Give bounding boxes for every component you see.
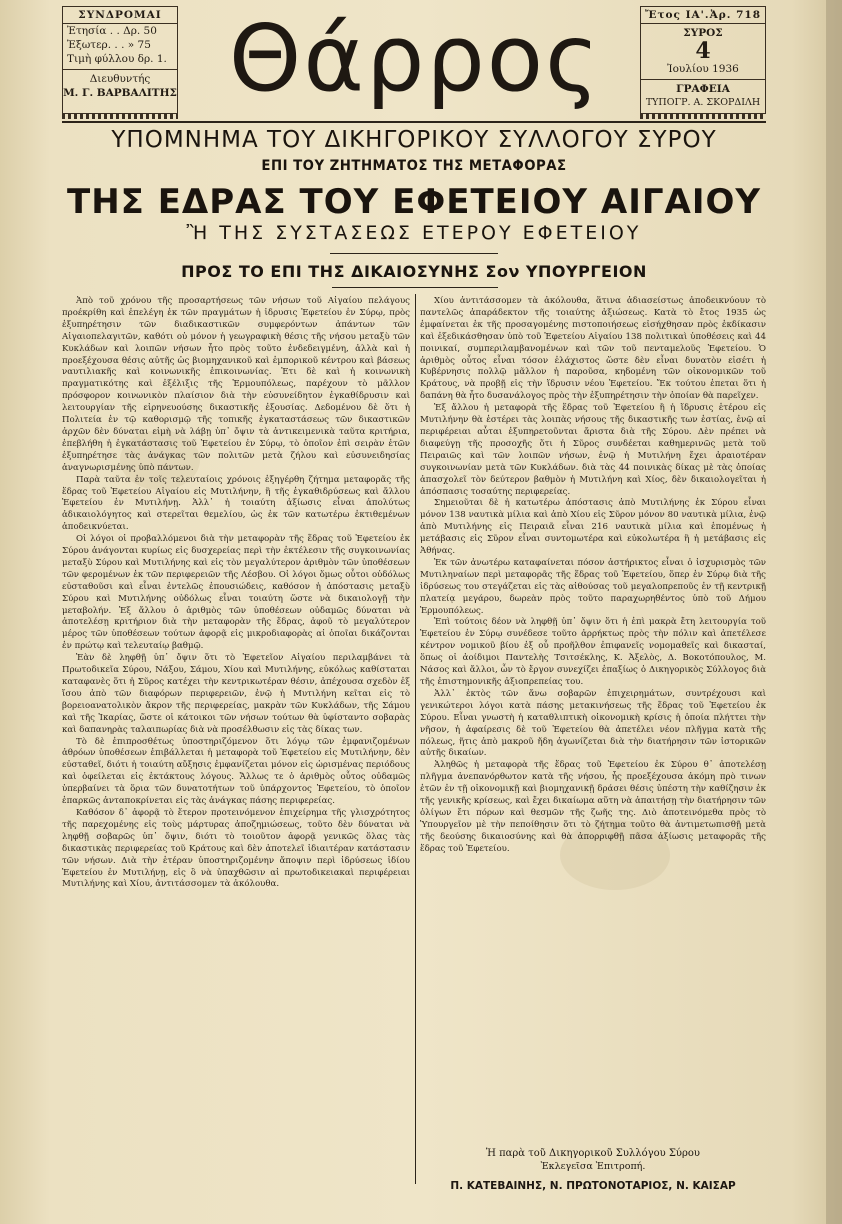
headline-divider: [330, 253, 498, 254]
paragraph: Ἀληθῶς ἡ μεταφορὰ τῆς ἕδρας τοῦ Ἐφετείου ἐκ Σύρου θ᾽ ἀποτελέσῃ πλῆγμα ἀνεπανόρθωτον κατὰ τῆς νήσου, ἧς προεξέχουσα ἀκόμη πρὸ τινων ἐτῶν ἐν τῇ οἰκονομικῇ καὶ βιομηχανικῇ δράσει θέσις ὑπέστη τὴν καθίζησιν ἐκ τῆς γενικῆς κρίσεως, καὶ ἔχει δικαίωμα αὕτη νὰ ἀπαιτήσῃ τὴν διατήρησιν τῶν ὀλίγων ἔτι πόρων καὶ θεσμῶν τῆς ζωῆς της. Διὸ ἀποτεινόμεθα πρὸς τὸ Ὑπουργεῖον μὲ τὴν πεποίθησιν ὅτι τὸ ζήτημα τοῦτο θὰ ἀντιμετωπισθῇ μετὰ τῆς δεούσης δικαιοσύνης καὶ θὰ ἀπορριφθῇ πᾶσα ἀξίωσις μεταφορᾶς τῆς ἕδρας τοῦ Ἐφετείου.: [420, 760, 766, 854]
masthead-rule: [62, 121, 766, 123]
subscription-foreign: Ἐξωτερ. . . » 75: [67, 39, 151, 51]
director-label: Διευθυντής: [63, 69, 177, 86]
ornament-left: [62, 114, 178, 119]
paragraph: Ἐὰν δὲ ληφθῇ ὑπ᾽ ὄψιν ὅτι τὸ Ἐφετεῖον Αἰγαίου περιλαμβάνει τὰ Πρωτοδικεῖα Σύρου, Νάξου, Σάμου, Χίου καὶ Μυτιλήνης, εὐκόλως καθίσταται καταφανὲς ὅτι ἡ Σῦρος κατέχει τὴν κεντρικωτέραν θέσιν, ἀπέχουσα σχεδὸν ἐξ ἴσου ἀπὸ τῶν διαφόρων περιφερειῶν, ἐνῷ ἡ Μυτιλήνη κεῖται εἰς τὸ βορειοανατολικὸν ἄκρον τῆς περιφερείας, μακρὰν τῶν Κυκλάδων, τῆς Σάμου καὶ τῆς Ἰκαρίας, ὥστε οἱ κάτοικοι τῶν νήσων τούτων θὰ ὑφίσταντο σοβαρὰς καὶ δαπανηρὰς ταλαιπωρίας διὰ νὰ προσέλθωσιν εἰς τὰς δίκας των.: [62, 653, 410, 735]
paragraph: Χίου ἀντιτάσσομεν τὰ ἀκόλουθα, ἅτινα ἀδιασείστως ἀποδεικνύουν τὸ παντελῶς ἀπαράδεκτον τῆς τοιαύτης ἀξιώσεως. Κατὰ τὸ ἔτος 1935 ὡς ἐμφαίνεται ἐκ τῆς προσαγομένης πιστοποιήσεως εἰσήχθησαν πρὸς ἐκδίκασιν καὶ ἐξεδικάσθησαν ὑπὸ τοῦ Ἐφετείου Αἰγαίου 138 πολιτικαὶ ὑποθέσεις καὶ 44 ποινικαί, συμπεριλαμβανομένων καὶ τῶν τοῦ πενταμελοῦς Ἐφετείου. Ὁ ἀριθμὸς οὗτος εἶναι τόσον ἐλάχιστος ὥστε δὲν εἶναι δυνατὸν εἰσέτι ἡ Κυβέρνησις πολλῷ μᾶλλον ἡ παροῦσα, κηδομένη τῶν οἰκονομικῶν τοῦ Κράτους, νὰ προβῇ εἰς τὴν ἵδρυσιν νέου Ἐφετείου. Ἔκ τούτου ἐπεται ὅτι ἡ δαπάνη θὰ ἦτο δυσανάλογος πρὸς τὴν ἐξυπηρέτησιν τὴν ὁποίαν θὰ παρεῖχεν.: [420, 296, 766, 402]
issue-date: Ἰουλίου 1936: [667, 63, 739, 75]
issue-header: [641, 7, 765, 24]
paragraph: Ἐξ ἄλλου ἡ μεταφορὰ τῆς ἕδρας τοῦ Ἐφετείου ἢ ἡ ἵδρυσις ἑτέρου εἰς Μυτιλήνην θὰ ἐστέρει τὰς λοιπὰς νήσους τῆς δικαστικῆς των ἑστίας, ἐνῷ αἱ περιφέρειαι αὗται ἐξυπηρετοῦνται ἄριστα διὰ τῆς Σύρου. Δὲν πρέπει νὰ διαφεύγῃ τῆς προσοχῆς ὅτι ἡ Σῦρος συνδέεται καθημερινῶς μετὰ τοῦ Πειραιῶς καὶ τῶν λοιπῶν νήσων, ἐνῷ ἡ Μυτιλήνη ἔχει ἀραιοτέραν συγκοινωνίαν μετὰ τῶν Κυκλάδων. διὰ τὰς 44 ποινικὰς δίκας μὲ τὰς ὁποίας ἀπασχολεῖ τὸν δεύτερον βαθμὸν ἡ Μυτιλήνη καὶ Χίος, δὲν δικαιολογεῖται ἡ ἀπόσπασις τοσαύτης περιφερείας.: [420, 403, 766, 497]
paragraph: Ἐπὶ τούτοις δέον νὰ ληφθῇ ὑπ᾽ ὄψιν ὅτι ἡ ἐπὶ μακρὰ ἔτη λειτουργία τοῦ Ἐφετείου ἐν Σύρῳ συνέδεσε τοῦτο ἀρρήκτως πρὸς τὴν πόλιν καὶ ἀπετέλεσε κέντρον νομικοῦ βίου ἐξ οὗ προῆλθον ἐπιφανεῖς νομομαθεῖς καὶ δικασταί, ὅπως οἱ ἀοίδιμοι Παντελὴς Τσιτσέκλης, Κ. Ἀξελὸς, Δ. Βοκοτόπουλος, Μ. Νάσος καὶ ἄλλοι, ὧν τὸ ἔργον συνεχίζει ἐπαξίως ὁ Δικηγορικὸς Σύλλογος διὰ τῆς ἐπιστημονικῆς ἀξιοπρεπείας του.: [420, 617, 766, 687]
paragraph: Σημειοῦται δὲ ἡ κατωτέρω ἀπόστασις ἀπὸ Μυτιλήνης ἐκ Σύρου εἶναι μόνον 138 ναυτικὰ μίλια καὶ ἀπὸ Χίου εἰς Σῦρον μόνον 80 ναυτικὰ μίλια, ἐνῷ ἀπὸ Μυτιλήνης εἰς Πειραιᾶ εἶναι 216 ναυτικὰ μίλια καὶ ἑπομένως ἡ μετάβασις εἰς Σῦρον εἶναι συντομωτέρα καὶ εὐκολωτέρα ἢ ἡ μετάβασις εἰς Ἀθήνας.: [420, 498, 766, 557]
paragraph: Ἀλλ᾽ ἐκτὸς τῶν ἄνω σοβαρῶν ἐπιχειρημάτων, συντρέχουσι καὶ γενικώτεροι λόγοι κατὰ πάσης μετακινήσεως τῆς ἕδρας τοῦ Ἐφετείου ἐκ Σύρου. Εἶναι γνωστὴ ἡ καταθλιπτικὴ οἰκονομικὴ κρίσις ἡ ὁποία πλήττει τὴν νῆσον, ἡ ἀφαίρεσις δὲ τοῦ Ἐφετείου θὰ ἀπετέλει νέον πλῆγμα κατὰ τῆς πόλεως, ἥτις ἀπὸ μακροῦ ἤδη ἀγωνίζεται διὰ τὴν διατήρησιν τῶν ἱστορικῶν αὐτῆς δικαίων.: [420, 688, 766, 759]
headline-alternative: Ἢ ΤΗΣ ΣΥΣΤΑΣΕΩΣ ΕΤΕΡΟΥ ΕΦΕΤΕΙΟΥ: [186, 222, 642, 244]
issue-city: ΣΥΡΟΣ: [683, 27, 723, 39]
headline-underline: [332, 287, 498, 288]
newspaper-title: Θάρρος: [228, 5, 602, 112]
headline-court-seat: ΤΗΣ ΕΔΡΑΣ ΤΟΥ ΕΦΕΤΕΙΟΥ ΑΙΓΑΙΟΥ: [67, 182, 761, 222]
headline-ministry: ΠΡΟΣ ΤΟ ΕΠΙ ΤΗΣ ΔΙΚΑΙΟΣΥΝΗΣ Σον ΥΠΟΥΡΓΕΙΟΝ: [181, 262, 647, 281]
printing-house: ΤΥΠΟΓΡ. Α. ΣΚΟΡΔΙΛΗ: [645, 97, 761, 108]
signature-committee: Ἐκλεγεῖσα Ἐπιτροπή.: [540, 1161, 646, 1172]
offices-label: ΓΡΑΦΕΙΑ: [641, 79, 765, 96]
ornament-right: [640, 114, 766, 119]
column-divider: [415, 294, 416, 1184]
subscription-box: [62, 6, 178, 114]
page-edge-shadow: [826, 0, 842, 1224]
headline-subject: ΕΠΙ ΤΟΥ ΖΗΤΗΜΑΤΟΣ ΤΗΣ ΜΕΤΑΦΟΡΑΣ: [261, 158, 567, 174]
article-left-column: [62, 296, 410, 1194]
signature-line: Ἡ παρὰ τοῦ Δικηγορικοῦ Συλλόγου Σύρου: [486, 1148, 700, 1159]
article-right-column: [420, 296, 766, 1104]
single-sheet-price: Τιμὴ φύλλου δρ. 1.: [67, 53, 167, 65]
subscription-heading: ΣΥΝΔΡΟΜΑΙ: [63, 7, 177, 24]
paragraph: Παρὰ ταῦτα ἐν τοῖς τελευταίοις χρόνοις ἐξηγέρθη ζήτημα μεταφορᾶς τῆς ἕδρας τοῦ Ἐφετείου Αἰγαίου εἰς Μυτιλήνην, ἢ τῆς ἐγκαθιδρύσεως καὶ ἄλλου Ἐφετείου ἐν Μυτιλήνῃ. Ἀλλ᾽ ἡ τοιαύτη ἀξίωσις εἶναι ἀπολύτως ἀδικαιολόγητος καὶ στερεῖται θεμελίου, ὡς ἐκ τῶν κατωτέρω ἐκτιθεμένων ἀποδεικνύεται.: [62, 474, 410, 533]
issue-year: Ἔτος ΙΑ'.: [645, 9, 710, 21]
paragraph: Τὸ δὲ ἐπιπροσθέτως ὑποστηριζόμενον ὅτι λόγῳ τῶν ἐμφανιζομένων ἀθρόων ὑποθέσεων ἐπιβάλλεται ἡ μεταφορὰ τοῦ Ἐφετείου εἰς Μυτιλήνην, δὲν εὐσταθεῖ, διότι ἡ τοιαύτη αὔξησις ἐμφανίζεται μόνον εἰς ὡρισμένας περιόδους καὶ ὀφείλεται εἰς ἐκτάκτους λόγους. Ἄλλως τε ὁ ἀριθμὸς οὗτος οὐδαμῶς ὑπερβαίνει τὰ ὅρια τῶν δυνατοτήτων τοῦ ὑπάρχοντος Ἐφετείου, τὸ ὁποῖον ἐπαρκῶς ἀνταποκρίνεται εἰς τὰς ἀνάγκας πάσης περιφερείας.: [62, 736, 410, 807]
director-name: Μ. Γ. ΒΑΡΒΑΛΙΤΗΣ: [63, 87, 177, 99]
paragraph: Οἱ λόγοι οἱ προβαλλόμενοι διὰ τὴν μεταφορὰν τῆς ἕδρας τοῦ Ἐφετείου ἐκ Σύρου ἀνάγονται κυρίως εἰς δυσχερείας περὶ τὴν ἐκτέλεσιν τῆς συγκοινωνίας μεταξὺ Σύρου καὶ Μυτιλήνης καὶ εἰς τὸν μεγαλύτερον ἀριθμὸν τῶν ὑποθέσεων τῶν φερομένων ἐκ τῶν περιφερειῶν τῆς Λέσβου. Οἱ λόγοι ὅμως οὗτοι οὐδόλως εὐσταθοῦσι καὶ εἶναι ἐντελῶς ἐπουσιώδεις, καθόσον ἡ ἀπόστασις μεταξὺ Σύρου καὶ Μυτιλήνης οὐδόλως εἶναι τοιαύτη ὥστε νὰ δικαιολογῇ τὴν μεταβολήν. Ἐξ ἄλλου ὁ ἀριθμὸς τῶν ὑποθέσεων οὐδαμῶς δύναται νὰ ἀποτελέσῃ κριτήριον διὰ τὴν μεταφορὰν τῆς ἕδρας, ἀφοῦ τὸ μεγαλύτερον μέρος τῶν ὑποθέσεων τούτων ἀφορᾷ εἰς μικροδιαφορὰς αἱ ὁποῖαι δικάζονται ἐν πρώτῳ καὶ τελευταίῳ βαθμῷ.: [62, 534, 410, 652]
issue-day: 4: [695, 38, 711, 64]
issue-box: [640, 6, 766, 114]
headline-memorandum: ΥΠΟΜΝΗΜΑ ΤΟΥ ΔΙΚΗΓΟΡΙΚΟΥ ΣΥΛΛΟΓΟΥ ΣΥΡΟΥ: [111, 127, 717, 153]
issue-number: Ἀρ. 718: [709, 9, 761, 21]
subscription-annual: Ἐτησία . . Δρ. 50: [67, 25, 157, 37]
signature-names: Π. ΚΑΤΕΒΑΙΝΗΣ, Ν. ΠΡΩΤΟΝΟΤΑΡΙΟΣ, Ν. ΚΑΙΣΑΡ: [450, 1180, 736, 1192]
paragraph: Ἐκ τῶν ἀνωτέρω καταφαίνεται πόσον ἀστήρικτος εἶναι ὁ ἰσχυρισμὸς τῶν Μυτιληναίων περὶ μεταφορᾶς τῆς ἕδρας τοῦ Ἐφετείου, ὅπερ ἐν Σύρῳ διὰ τῆς ἱδρύσεως του στεγάζεται εἰς τὰς αἰθούσας τοῦ μεγαλοπρεποῦς ἐν τῇ κεντρικῇ πλατείᾳ μεγάρου, δωρεὰν πρὸς τοῦτο παραχωρηθέντος ὑπὸ τοῦ Δήμου Ἑρμουπόλεως.: [420, 557, 766, 616]
paragraph: Ἀπὸ τοῦ χρόνου τῆς προσαρτήσεως τῶν νήσων τοῦ Αἰγαίου πελάγους προέκρίθη καὶ ἐπελέγη ἐκ τῶν πραγμάτων ἡ ἰδρυσις Ἐφετείου ἐν Σύρῳ, πρὸς ἐξυπηρέτησιν τῶν διαδικαστικῶν συμφερόντων ἁπάντων τῶν Αἰγαιοπελαγιτῶν, καθότι οὐ μόνον ἡ γεωγραφικὴ θέσις τῆς νήσου μεταξὺ τῶν Κυκλάδων καὶ λοιπῶν νήσων ἦτο πρὸς τοῦτο ἐνδεδειγμένη, ἀλλὰ καὶ ἡ προεξέχουσα θέσις αὐτῆς ὡς βιομηχανικοῦ καὶ ἐμπορικοῦ κέντρου καὶ βάσεως ναυτιλιακῆς καὶ κοινωνικῆς ἐπικοινωνίας. Ἐτι δὲ καὶ ἡ κοινωνικὴ πραγματικότης καὶ ἐξέλιξις τῆς Ἑρμουπόλεως, παρέχουν τὸ μᾶλλον πρόσφορον κοινωνικὸν πλαίσιον διὰ τὴν εὐσυνείδητον ἐγκαθίδρυσιν καὶ λειτουργίαν τῆς εἰρηνευούσης δικαστικῆς ἐξουσίας. Δεδομένου δὲ ὅτι ἡ Πολιτεία ἐν τῷ καθορισμῷ τῆς τοπικῆς ἐγκαταστάσεως τῶν δικαστικῶν ἀρχῶν δὲν δύναται εἰμὴ νὰ λάβῃ ὑπ᾽ ὄψιν τὰ ἀντικειμενικὰ ταῦτα κριτήρια, ἐπεβλήθη ἡ ἐγκατάστασις τοῦ Ἐφετείου ἐν Σύρῳ, τὸ ὁποῖον ἐπὶ σειρὰν ἐτῶν ἐξυπηρέτησε τὰς ἀνάγκας τῶν πολιτῶν μετὰ ζήλου καὶ εὐσυνειδησίας ἀναγνωρισμένης ὑπὸ πάντων.: [62, 296, 410, 473]
paragraph: Καθόσον δ᾽ ἀφορᾷ τὸ ἕτερον προτεινόμενον ἐπιχείρημα τῆς γλισχρότητος τῆς παρεχομένης εἰς τοὺς μάρτυρας ἀποζημιώσεως, τοῦτο δὲν δύναται νὰ ληφθῇ σοβαρῶς ὑπ᾽ ὄψιν, διότι τὸ τοιοῦτον ἀφορᾷ γενικῶς ὅλας τὰς δικαστικὰς περιφερείας τοῦ Κράτους καὶ δὲν ἀποτελεῖ ἰδιαιτέραν κατάστασιν τῶν νήσων. Διὰ τὴν ἑτέραν ὑποστηριζομένην ἄποψιν περὶ ἱδρύσεως ἰδίου Ἐφετείου ἐν Μυτιλήνῃ, εἰς ὃ νὰ ὑπαχθῶσιν αἱ πρωτοδικειακαὶ περιφέρειαι Μυτιλήνης καὶ Χίου, ἀντιτάσσομεν τὰ ἀκόλουθα.: [62, 807, 410, 890]
